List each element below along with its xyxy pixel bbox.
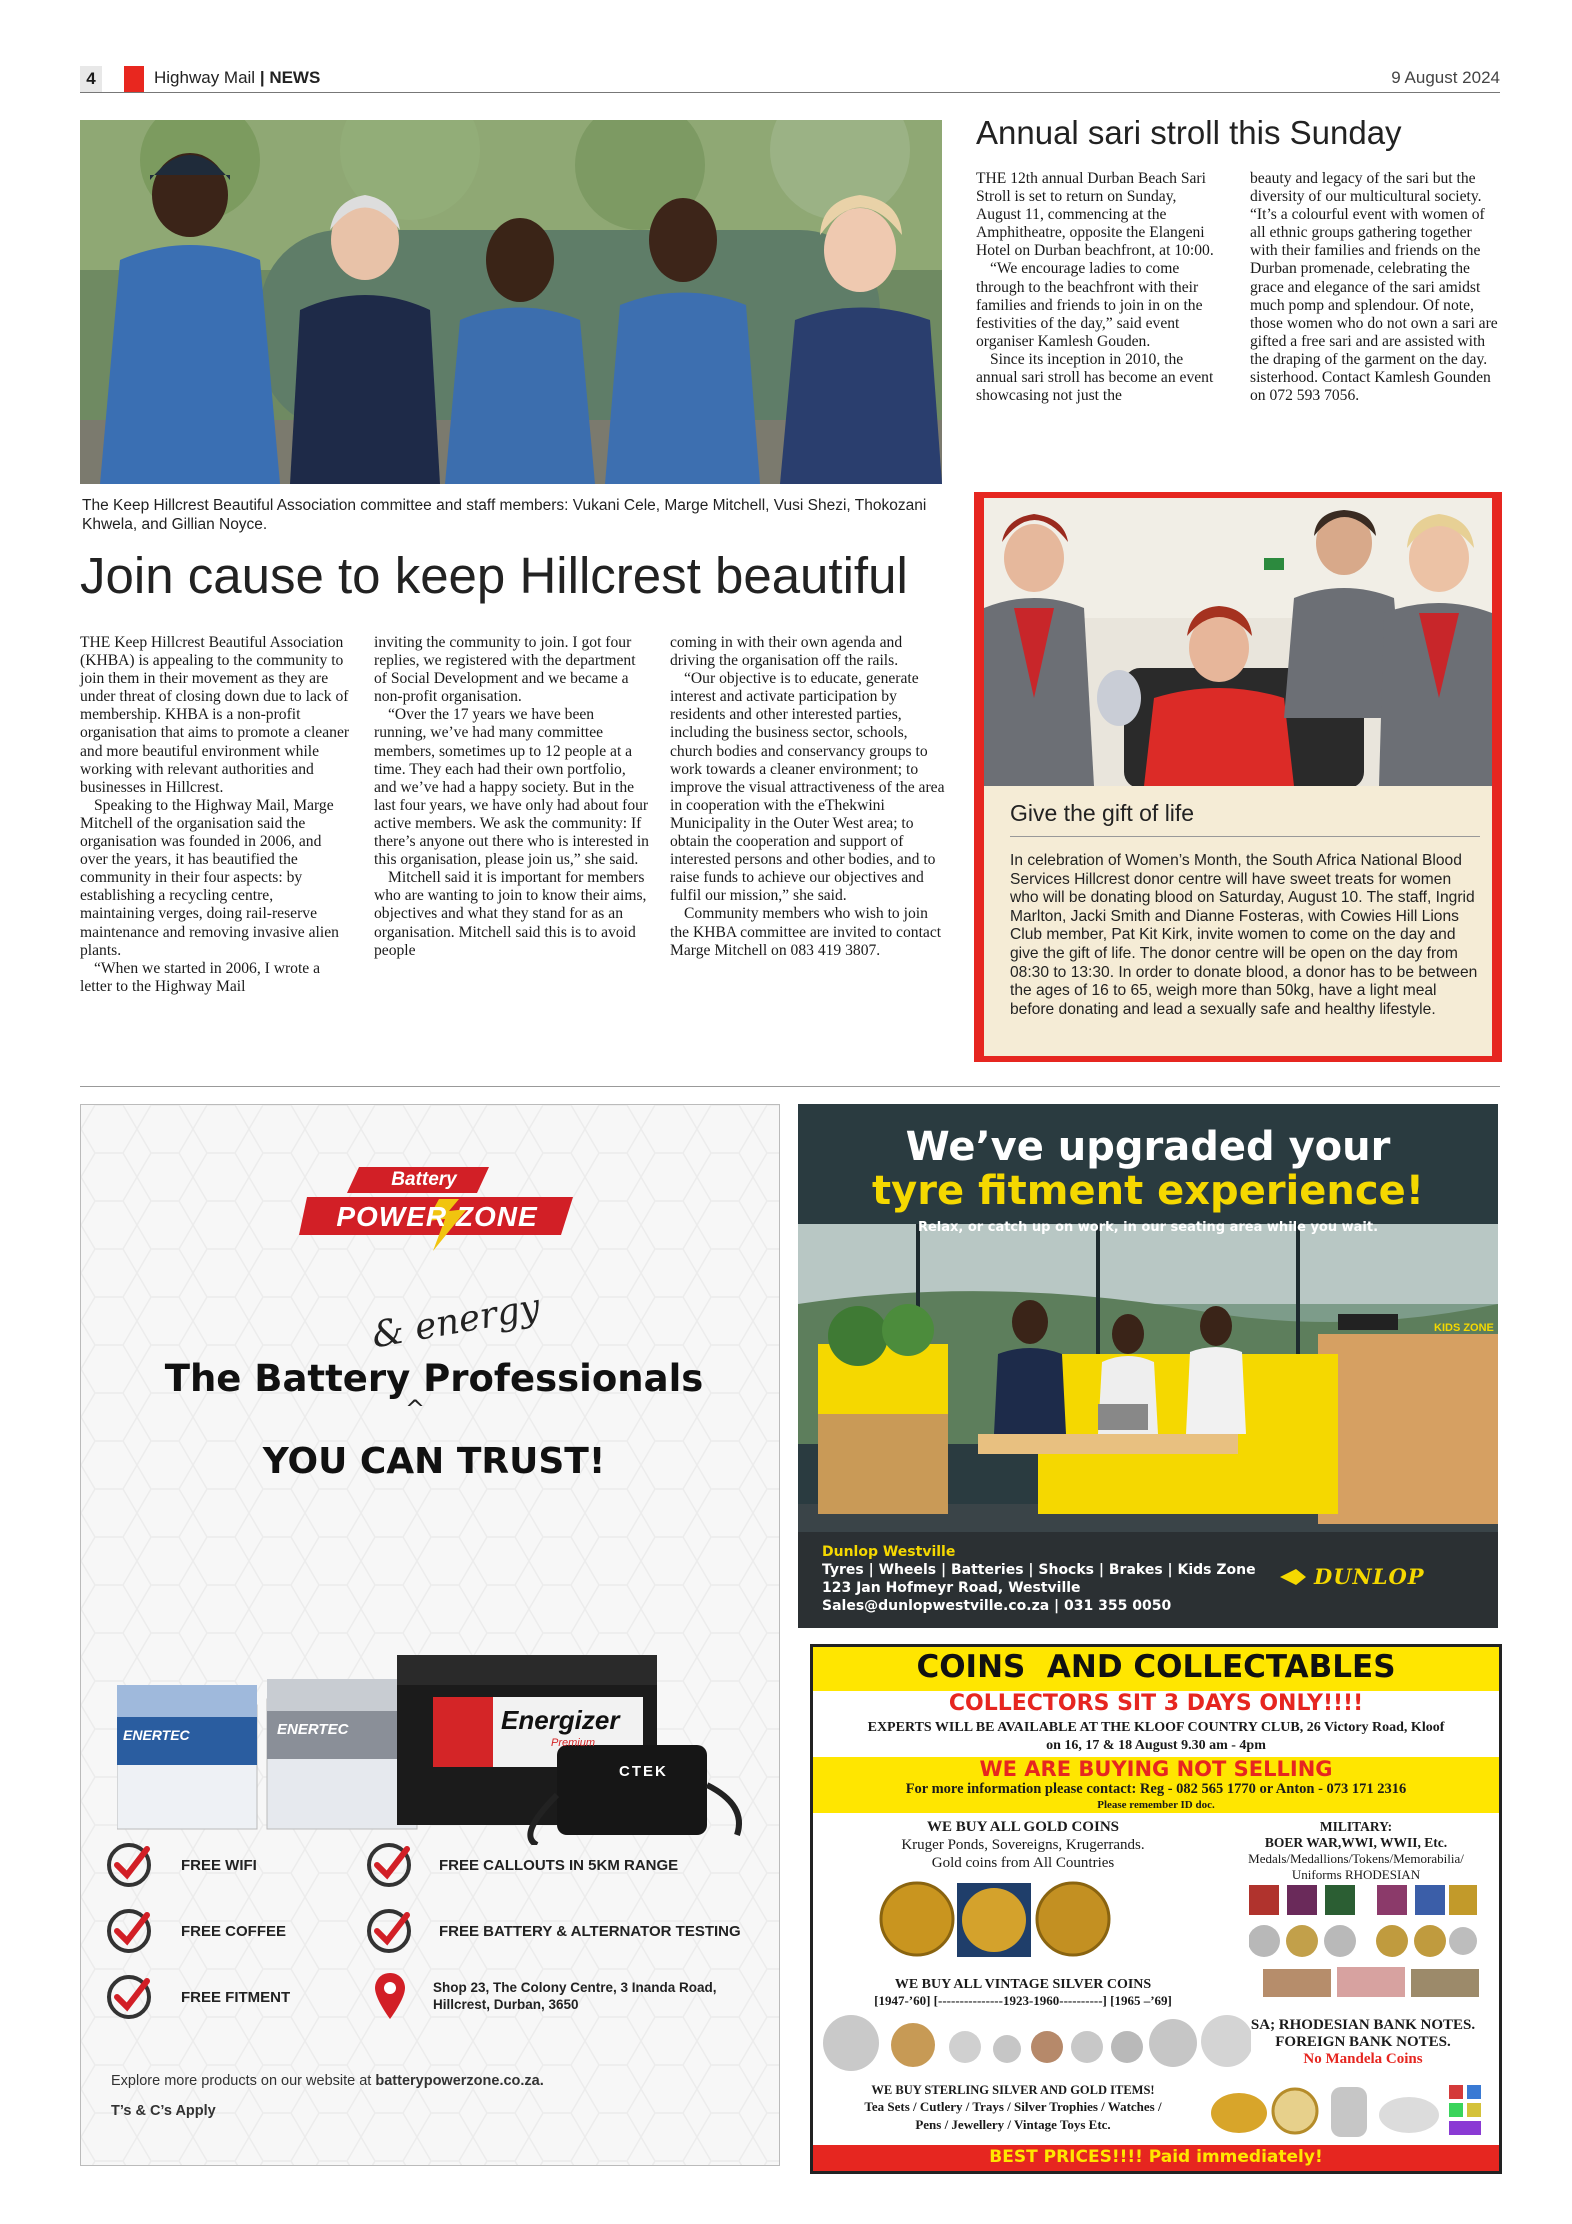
gift-headline: Give the gift of life: [1010, 800, 1195, 826]
silver-title: WE BUY ALL VINTAGE SILVER COINS: [894, 1977, 1152, 1992]
checkmark-circle-icon: [105, 1841, 153, 1889]
dunlop-westville-ad: [798, 1104, 1498, 1628]
sari-paragraph: Since its inception in 2010, the annual sari stroll has become an event showcasing not just the: [976, 350, 1214, 405]
coins-experts-1: EXPERTS WILL BE AVAILABLE AT THE KLOOF COUNTRY CLUB, 26 Victory Road, Kloof: [867, 1720, 1445, 1735]
coins-id-note: Please remember ID doc.: [1097, 1799, 1215, 1811]
checkmark-circle-icon: [365, 1841, 413, 1889]
kids-zone-sign: KIDS ZONE: [1434, 1322, 1494, 1334]
hillcrest-column-1: [80, 634, 350, 996]
best-prices: BEST PRICES!!!! Paid immediately!: [989, 2147, 1323, 2167]
military-line-1: BOER WAR,WWI, WWII, Etc.: [1264, 1835, 1448, 1850]
hillcrest-column-3: [670, 634, 948, 960]
dunlop-logo: [1278, 1564, 1425, 1589]
coins-title: COINS AND COLLECTABLES: [916, 1649, 1396, 1685]
location-pin-icon: [373, 1971, 407, 2021]
caret-mark: ^: [405, 1395, 426, 1423]
feature-free-testing: [365, 1907, 741, 1955]
hillcrest-photo-caption: The Keep Hillcrest Beautiful Association committee and staff members: Vukani Cele, Marge Mitchell, Vusi Shezi, Thokozani Khwela, and Gillian Noyce.: [82, 497, 927, 533]
dunlop-headline-2: tyre fitment experience!: [872, 1168, 1424, 1214]
silver-coins-image: [821, 2011, 1251, 2077]
hillcrest-paragraph: Mitchell said it is important for members who are wanting to join to know their aims, objectives and what they stand for as an organisation. Mitchell said this is to avoid people: [374, 869, 647, 959]
energizer-label: Energizer: [501, 1705, 620, 1735]
battery-products-image: [117, 1555, 757, 1845]
feature-free-coffee: [105, 1907, 286, 1955]
store-address: [373, 1971, 743, 2021]
sari-column-1: [976, 170, 1220, 405]
checkmark-circle-icon: [365, 1907, 413, 1955]
hillcrest-column-2: [374, 634, 650, 960]
publication-name: Highway Mail: [154, 68, 256, 87]
dunlop-address: 123 Jan Hofmeyr Road, Westville: [822, 1580, 1081, 1596]
header-rule: [80, 92, 1500, 93]
hillcrest-paragraph: coming in with their own agenda and driving the organisation off the rails.: [670, 634, 903, 670]
hillcrest-photo: [80, 120, 942, 484]
notes-line-1: SA; RHODESIAN BANK NOTES.: [1250, 2017, 1476, 2033]
military-title: MILITARY:: [1319, 1819, 1393, 1834]
coins-collectables-ad: [810, 1644, 1502, 2174]
bpz-tagline-line1: The Battery Professionals: [164, 1357, 704, 1400]
dunlop-store-name: Dunlop Westville: [822, 1544, 956, 1560]
explore-prefix: Explore more products on our website at: [111, 2073, 376, 2089]
masthead: Highway Mail | NEWS: [154, 68, 321, 87]
bpz-tagline-insert: & energy: [368, 1286, 544, 1357]
hillcrest-paragraph: THE Keep Hillcrest Beautiful Association (KHBA) is appealing to the community to join them in their movement as they are under threat of closing down due to lack of membership. KHBA is a non-profit organisation that aims to promote a cleaner and more beautiful environment while working with relevant authorities and businesses in Hillcrest.: [80, 634, 350, 796]
dunlop-headline-1: We’ve upgraded your: [905, 1124, 1391, 1170]
bpz-logo: [299, 1165, 579, 1245]
gift-body: In celebration of Women’s Month, the South Africa National Blood Services Hillcrest donor centre will have sweet treats for women who will be donating blood on Saturday, August 10. The staff, Ingrid Marlton, Jacki Smith and Dianne Fosteras, with Cowies Hill Lions Club member, Pat Kit Kirk, invite women to come on the day and give the gift of life. The donor centre will be open on the day from 08:30 to 13:30. In order to donate blood, a donor has to be between the ages of 16 to 65, weigh more than 50kg, have a light meal before donating and lead a sexually safe and healthy lifestyle.: [1010, 852, 1478, 1018]
dunlop-contact: Sales@dunlopwestville.co.za | 031 355 0050: [822, 1598, 1172, 1614]
feature-label: FREE CALLOUTS IN 5KM RANGE: [439, 1856, 679, 1874]
dunlop-services: Tyres | Wheels | Batteries | Shocks | Brakes | Kids Zone: [822, 1562, 1256, 1578]
coins-collectors: COLLECTORS SIT 3 DAYS ONLY!!!!: [948, 1691, 1364, 1716]
checkmark-circle-icon: [105, 1973, 153, 2021]
hillcrest-paragraph: “When we started in 2006, I wrote a letter to the Highway Mail: [80, 959, 321, 995]
notes-line-3: No Mandela Coins: [1303, 2051, 1423, 2067]
silver-years: [1947-’60] [---------------1923-1960----------] [1965 –’69]: [874, 1993, 1172, 2008]
blood-donor-staff-photo: [984, 498, 1492, 786]
sterling-title: WE BUY STERLING SILVER AND GOLD ITEMS!: [871, 2083, 1155, 2097]
sari-paragraph: “We encourage ladies to come through to the beachfront with their families and friends to join in on the festivities of the day,” said event organiser Kamlesh Gouden.: [976, 260, 1203, 350]
military-line-2: Medals/Medallions/Tokens/Memorabilia/: [1248, 1851, 1464, 1866]
hillcrest-paragraph: “Over the 17 years we have been running, we’ve had many committee members, sometimes up to 12 people at a time. They each had their own portfolio, and we’ve had a happy society. But in the last four years, we have only had about four active members. We ask the community: If there’s anyone out there who is interested in this organisation, please join us,” she said.: [374, 706, 649, 869]
hillcrest-paragraph: inviting the community to join. I got four replies, we registered with the department of Social Development and we became a non-profit organisation.: [374, 634, 636, 706]
dunlop-brand: DUNLOP: [1314, 1564, 1425, 1589]
coins-buying: WE ARE BUYING NOT SELLING: [979, 1757, 1333, 1781]
feature-free-callouts: [365, 1841, 678, 1889]
coins-contact: For more information please contact: Reg - 082 565 1770 or Anton - 073 171 2316: [905, 1781, 1407, 1797]
gold-coins-image: [873, 1879, 1173, 1961]
sterling-line-2: Pens / Jewellery / Vintage Toys Etc.: [915, 2117, 1111, 2132]
battery-power-zone-ad: [80, 1104, 780, 2166]
hillcrest-paragraph: Community members who wish to join the KHBA committee are invited to contact Marge Mitchell on 083 419 3807.: [670, 905, 942, 959]
bank-notes-image: [1263, 1965, 1483, 1999]
gift-headline-rule: [1010, 836, 1480, 837]
checkmark-circle-icon: [105, 1907, 153, 1955]
address-text: Shop 23, The Colony Centre, 3 Inanda Road, Hillcrest, Durban, 3650: [433, 1980, 717, 2012]
sari-paragraph: beauty and legacy of the sari but the diversity of our multicultural society. “It’s a colourful event with women of all ethnic groups gathering together with their families and friends on the Durban promenade, celebrating the grace and elegance of the sari amidst much pomp and splendour. Of note, those women who do not own a sari are gifted a free sari and are assisted with the draping of the garment on the day. sisterhood. Contact Kamlesh Gounden on 072 593 7056.: [1250, 170, 1498, 405]
hillcrest-headline: Join cause to keep Hillcrest beautiful: [80, 547, 908, 604]
enertec-label-2: ENERTEC: [277, 1721, 349, 1738]
sari-column-2: [1250, 170, 1500, 405]
energizer-sub-label: Premium: [551, 1737, 596, 1749]
bpz-tagline-line2: YOU CAN TRUST!: [262, 1441, 606, 1482]
feature-label: FREE WIFI: [181, 1856, 257, 1874]
gold-line-1: Kruger Ponds, Sovereigns, Krugerrands.: [901, 1837, 1145, 1853]
feature-label: FREE FITMENT: [181, 1988, 291, 2006]
military-line-3: Uniforms RHODESIAN: [1291, 1867, 1421, 1882]
website-link[interactable]: batterypowerzone.co.za.: [375, 2073, 544, 2089]
military-medals-image: [1249, 1885, 1479, 1967]
ctek-label: CTEK: [619, 1763, 668, 1780]
feature-free-fitment: [105, 1973, 290, 2021]
gold-title: WE BUY ALL GOLD COINS: [927, 1819, 1119, 1835]
sterling-line-1: Tea Sets / Cutlery / Trays / Silver Trophies / Watches /: [864, 2099, 1162, 2114]
feature-label: FREE COFFEE: [181, 1922, 287, 1940]
coins-experts-2: on 16, 17 & 18 August 9.30 am - 4pm: [1046, 1738, 1266, 1753]
enertec-label-1: ENERTEC: [123, 1727, 190, 1743]
bpz-logo-top: Battery: [391, 1169, 457, 1190]
feature-label: FREE BATTERY & ALTERNATOR TESTING: [439, 1922, 741, 1940]
dunlop-subhead: Relax, or catch up on work, in our seating area while you wait.: [917, 1220, 1379, 1235]
sari-headline: Annual sari stroll this Sunday: [976, 114, 1402, 151]
publication-date: 9 August 2024: [1391, 68, 1500, 87]
section-divider: [80, 1086, 1500, 1087]
bpz-terms: T’s & C’s Apply: [111, 2103, 216, 2119]
feature-free-wifi: [105, 1841, 257, 1889]
section-name: NEWS: [269, 68, 321, 87]
section-color-tab: [124, 66, 144, 92]
page-number: 4: [80, 66, 102, 92]
bpz-explore: [111, 2073, 544, 2089]
bpz-logo-main: POWER ZONE: [336, 1201, 538, 1232]
gold-line-2: Gold coins from All Countries: [931, 1855, 1115, 1871]
hillcrest-paragraph: Speaking to the Highway Mail, Marge Mitchell of the organisation said the organisation was founded in 2006, and over the years, it has beautified the community in their four aspects: by establishing a recycling centre, maintaining verges, doing rail-reserve maintenance and removing invasive alien plants.: [80, 796, 339, 959]
dunlop-flying-d-icon: [1278, 1567, 1308, 1587]
notes-line-2: FOREIGN BANK NOTES.: [1275, 2034, 1451, 2050]
hillcrest-paragraph: “Our objective is to educate, generate interest and activate participation by residents and other interested parties, including the business sector, schools, church bodies and conservancy groups to work towards a cleaner environment; to improve the visual attractiveness of the area in cooperation with the eThekwini Municipality in the Outer West area; to obtain the cooperation and support of interested persons and other bodies, and to raise funds to achieve our objectives and fulfil our mission,” she said.: [670, 670, 945, 905]
sari-paragraph: THE 12th annual Durban Beach Sari Stroll is set to return on Sunday, August 11, commencing at the Amphitheatre, opposite the Elangeni Hotel on Durban beachfront, at 10:00.: [976, 170, 1214, 260]
sterling-items-image: [1209, 2077, 1499, 2143]
